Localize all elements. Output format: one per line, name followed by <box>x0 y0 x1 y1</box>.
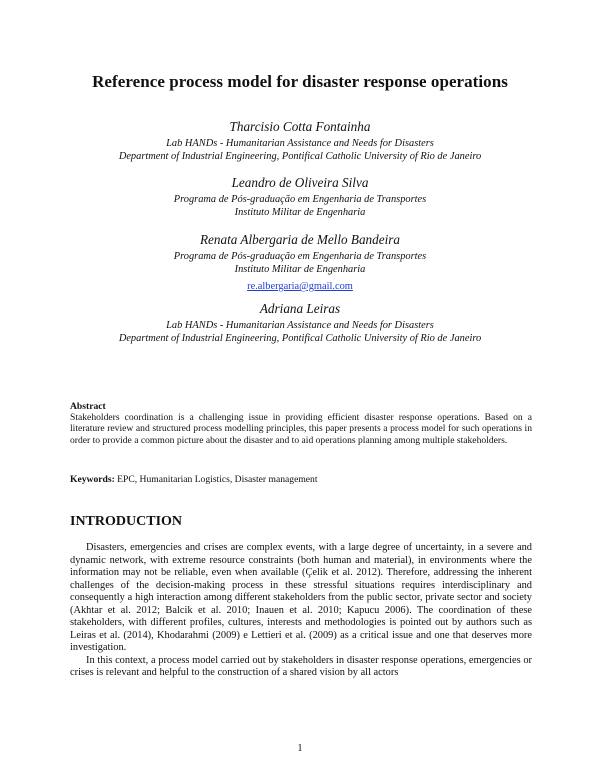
author-name: Leandro de Oliveira Silva <box>231 175 369 190</box>
author-name: Renata Albergaria de Mello Bandeira <box>200 232 400 247</box>
author-block-4 <box>0 300 600 345</box>
author-name: Tharcisio Cotta Fontainha <box>229 119 371 134</box>
abstract-heading: Abstract <box>70 401 106 412</box>
author-block-1 <box>0 118 600 163</box>
keywords <box>70 474 532 486</box>
paragraph: Disasters, emergencies and crises are complex events, with a large degree of uncertainty, in a severe and dynamic network, with extreme resource constraints (both human and material), in environments where the information may not be reliable, even when available (Çelik et al. 2012). Therefore, addressing the inherent challenges of the decision-making process in these stressful situations requires interdisciplinary and consequently a high interaction among different stakeholders from the public sector, private sector and society (Akhtar et al. 2012; Balcik et al. 2010; Inauen et al. 2010; Kapucu 2006). The coordination of these stakeholders, with different profiles, cultures, interests and methodologies is pointed out by authors such as Leiras et al. (2014), Khodarahmi (2009) e Lettieri et al. (2009) as a critical issue and one that deserves more investigation. <box>70 542 532 654</box>
author-affiliation: Programa de Pós-graduação em Engenharia de Transportes <box>173 194 427 205</box>
abstract-text: Stakeholders coordination is a challenging issue in providing efficient disaster response operations. Based on a literature review and structured process modelling principles, this paper presents a process model for such operations in order to provide a common picture about the disaster and to aid operations planning among multiple stakeholders. <box>70 412 532 446</box>
author-affiliation: Programa de Pós-graduação em Engenharia de Transportes <box>173 251 427 262</box>
author-affiliation: Instituto Militar de Engenharia <box>234 207 366 218</box>
author-email-link[interactable]: re.albergaria@gmail.com <box>247 281 353 292</box>
author-name: Adriana Leiras <box>259 301 341 316</box>
author-affiliation: Lab HANDs - Humanitarian Assistance and Needs for Disasters <box>166 320 434 331</box>
author-affiliation: Instituto Militar de Engenharia <box>234 264 366 275</box>
section-body <box>70 542 532 680</box>
paper-title: Reference process model for disaster response operations <box>92 72 508 91</box>
author-affiliation: Department of Industrial Engineering, Pontifical Catholic University of Rio de Janeiro <box>118 151 482 162</box>
author-block-3 <box>0 231 600 294</box>
abstract <box>70 401 532 446</box>
section-heading: INTRODUCTION <box>70 514 183 529</box>
author-affiliation: Department of Industrial Engineering, Pontifical Catholic University of Rio de Janeiro <box>118 333 482 344</box>
paragraph: In this context, a process model carried out by stakeholders in disaster response operations, emergencies or crises is relevant and helpful to the construction of a shared vision by all actors <box>70 654 532 679</box>
author-block-2 <box>0 174 600 219</box>
keywords-text: EPC, Humanitarian Logistics, Disaster management <box>114 474 318 485</box>
page-number: 1 <box>297 743 303 754</box>
keywords-label: Keywords: <box>70 474 115 485</box>
author-affiliation: Lab HANDs - Humanitarian Assistance and Needs for Disasters <box>166 138 434 149</box>
